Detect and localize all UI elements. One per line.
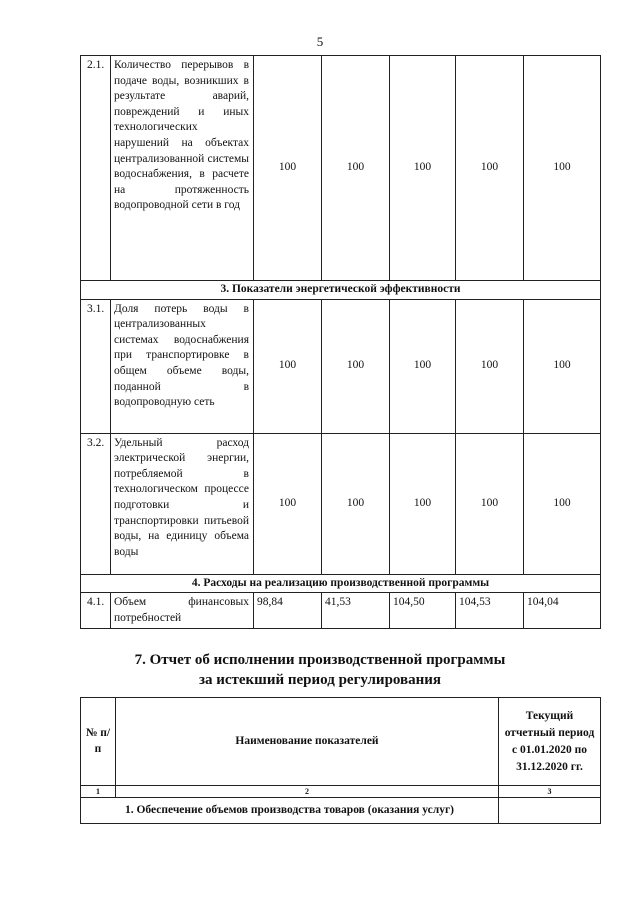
value-cell: 100	[322, 56, 390, 281]
table-row	[81, 433, 601, 574]
section-row	[81, 574, 601, 593]
value-cell: 104,53	[456, 593, 524, 629]
section-row	[81, 798, 601, 824]
indicators-table	[80, 55, 601, 629]
value-cell: 100	[390, 56, 456, 281]
section-row	[81, 281, 601, 300]
value-cell: 100	[456, 433, 524, 574]
index-cell: 3	[499, 786, 601, 798]
header-period: Текущий отчетный период с 01.01.2020 по 31.12.2020 гг.	[499, 698, 601, 786]
value-cell: 100	[254, 56, 322, 281]
section7-title-line2: за истекший период регулирования	[198, 672, 442, 688]
indicator-name: Количество перерывов в подаче воды, возникших в результате аварий, повреждений и иных технологических нарушений на объектах централизованной системы водоснабжения, в расчете на протяженность водопроводной сети в год	[111, 56, 254, 281]
value-cell: 100	[254, 299, 322, 433]
value-cell: 100	[322, 433, 390, 574]
value-cell: 100	[524, 56, 601, 281]
value-cell: 100	[390, 299, 456, 433]
value-cell: 100	[456, 56, 524, 281]
value-cell: 100	[254, 433, 322, 574]
row-number: 3.2.	[81, 433, 111, 574]
table-row	[81, 299, 601, 433]
header-name: Наименование показателей	[116, 698, 499, 786]
report-table	[80, 697, 601, 824]
value-cell: 100	[524, 299, 601, 433]
indicator-name: Доля потерь воды в централизованных системах водоснабжения при транспортировке в общем объеме воды, поданной в водопроводную сеть	[111, 299, 254, 433]
row-number: 4.1.	[81, 593, 111, 629]
row-number: 3.1.	[81, 299, 111, 433]
section-heading: 1. Обеспечение объемов производства товаров (оказания услуг)	[81, 798, 499, 824]
value-cell: 98,84	[254, 593, 322, 629]
value-cell: 104,04	[524, 593, 601, 629]
indicator-name: Объем финансовых потребностей	[111, 593, 254, 629]
empty-cell	[499, 798, 601, 824]
section-heading: 4. Расходы на реализацию производственной программы	[81, 574, 601, 593]
value-cell: 100	[524, 433, 601, 574]
header-row	[81, 698, 601, 786]
index-row	[81, 786, 601, 798]
section7-title-line1: 7. Отчет об исполнении производственной программы	[134, 652, 506, 668]
header-number: № п/п	[81, 698, 116, 786]
table-row	[81, 56, 601, 281]
table-row	[81, 593, 601, 629]
value-cell: 100	[322, 299, 390, 433]
indicator-name: Удельный расход электрической энергии, потребляемой в технологическом процессе подготовки и транспортировки питьевой воды, на единицу объема воды	[111, 433, 254, 574]
value-cell: 104,50	[390, 593, 456, 629]
index-cell: 1	[81, 786, 116, 798]
row-number: 2.1.	[81, 56, 111, 281]
value-cell: 100	[456, 299, 524, 433]
value-cell: 100	[390, 433, 456, 574]
index-cell: 2	[116, 786, 499, 798]
value-cell: 41,53	[322, 593, 390, 629]
page-number: 5	[316, 34, 324, 49]
section-heading: 3. Показатели энергетической эффективности	[81, 281, 601, 300]
